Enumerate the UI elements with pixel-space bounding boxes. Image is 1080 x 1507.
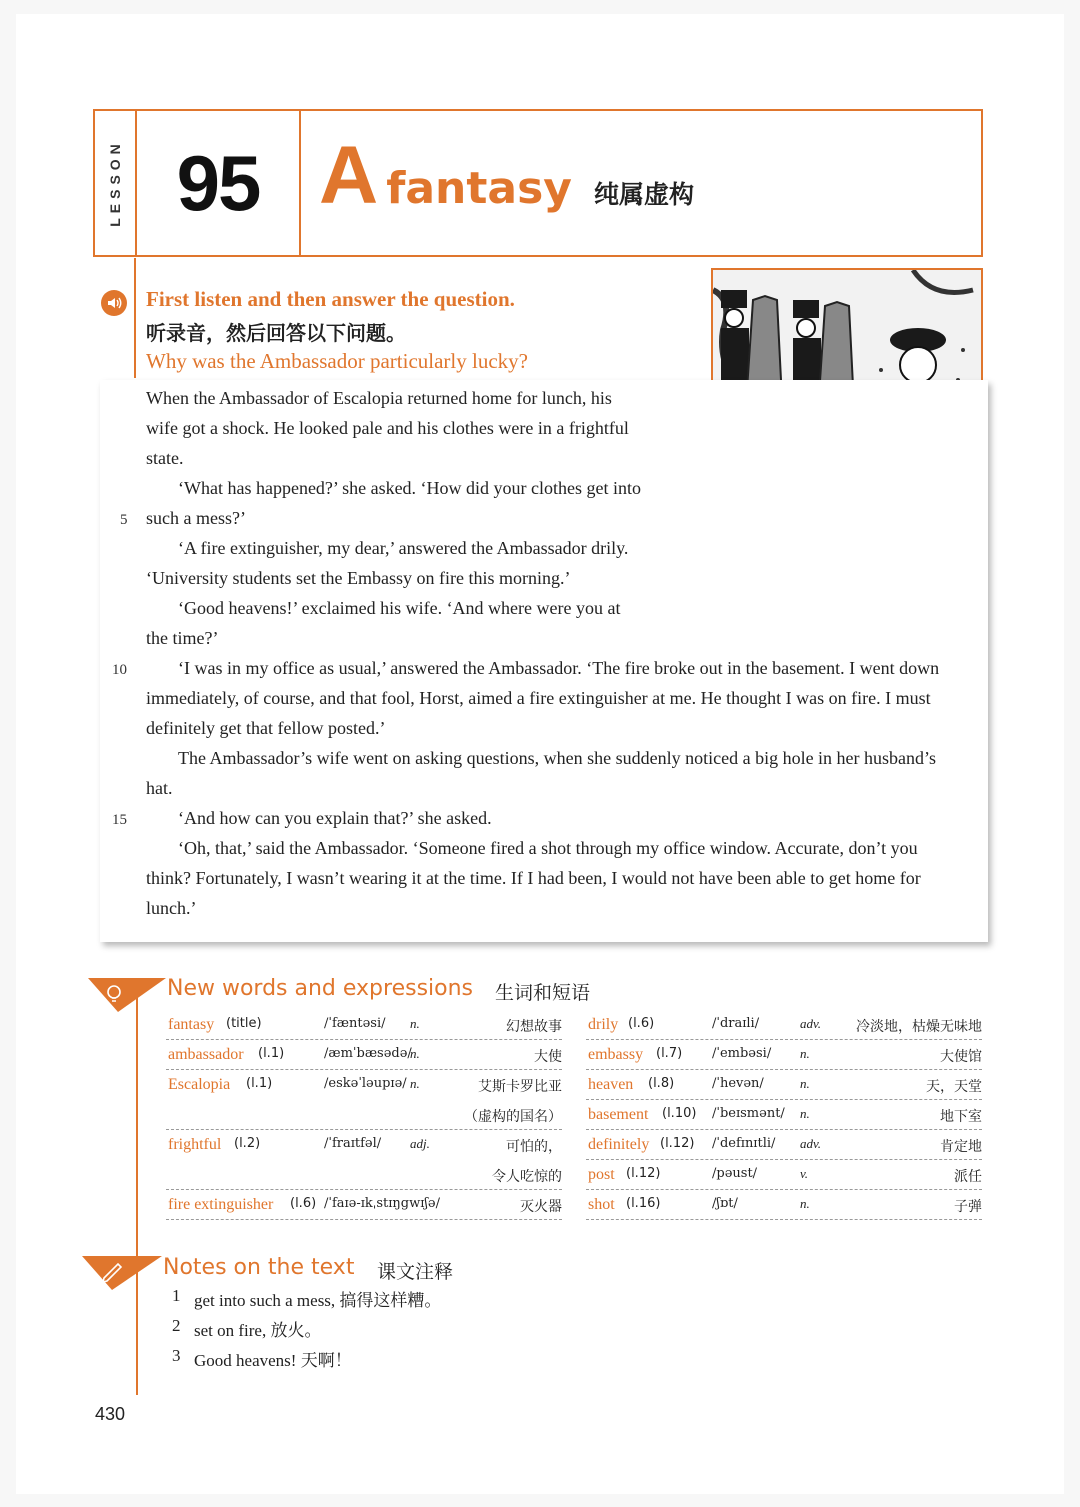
listen-instruction-cn: 听录音，然后回答以下问题。	[146, 323, 406, 345]
word-ipa: /ˈhevən/	[712, 1076, 764, 1091]
note-text: Good heavens! 天啊！	[194, 1351, 352, 1370]
word: embassy	[588, 1046, 644, 1063]
word-ipa: /ˈfraɪtfəl/	[324, 1136, 382, 1151]
word-pos: n.	[800, 1076, 810, 1091]
word: drily	[588, 1016, 619, 1033]
question: Why was the Ambassador particularly lucky?	[146, 349, 528, 373]
word-meaning: 可怕的，	[506, 1139, 562, 1155]
word-ipa: /ˈdefɪnɪtli/	[712, 1136, 776, 1151]
text-line: state.	[146, 448, 184, 468]
word-meaning: 大使	[534, 1049, 562, 1065]
word-ipa: /pəust/	[712, 1166, 758, 1181]
word-row	[166, 1160, 562, 1190]
lesson-title	[319, 130, 694, 221]
word-pos: n.	[800, 1046, 810, 1061]
word-pos: n.	[410, 1076, 420, 1091]
word-meaning: 派任	[954, 1169, 982, 1185]
word-ref: (l.6)	[628, 1016, 655, 1031]
word: post	[588, 1166, 615, 1183]
word-meaning: 令人吃惊的	[492, 1169, 562, 1185]
text-line: ‘Good heavens!’ exclaimed his wife. ‘And where were you at	[178, 598, 621, 618]
word-ref: (l.2)	[234, 1136, 261, 1151]
word-row	[586, 1100, 982, 1130]
word-meaning: 大使馆	[940, 1049, 982, 1065]
word-ref: (l.1)	[258, 1046, 285, 1061]
word-row	[586, 1040, 982, 1070]
word-pos: adj.	[410, 1136, 430, 1151]
word: frightful	[168, 1136, 222, 1153]
text-line: hat.	[146, 778, 173, 798]
text-line: ‘What has happened?’ she asked. ‘How did your clothes get into	[178, 478, 642, 498]
word-pos: n.	[410, 1046, 420, 1061]
word-meaning: 天，天堂	[926, 1079, 982, 1095]
note-number: 1	[172, 1286, 181, 1305]
notes-title-cn: 课文注释	[377, 1261, 454, 1283]
word-ipa: /ˈembəsi/	[712, 1046, 772, 1061]
word-meaning: 灭火器	[520, 1199, 562, 1215]
text-line: think? Fortunately, I wasn’t wearing it at the time. If I had been, I would not have been able to get home for	[146, 868, 921, 888]
word-meaning: 地下室	[940, 1109, 982, 1125]
word-meaning: 幻想故事	[506, 1019, 562, 1035]
line-number: 15	[112, 812, 127, 828]
text-line: wife got a shock. He looked pale and his clothes were in a frightful	[146, 418, 629, 438]
words-title: New words and expressions	[167, 976, 474, 1001]
word-ref: (l.7)	[656, 1046, 683, 1061]
text-line: such a mess?’	[146, 508, 246, 528]
lesson-number: 95	[137, 111, 301, 255]
word: fire extinguisher	[168, 1196, 274, 1213]
note-number: 3	[172, 1346, 181, 1365]
text-line: ‘And how can you explain that?’ she asked.	[178, 808, 492, 828]
word-row	[586, 1010, 982, 1040]
word: fantasy	[168, 1016, 215, 1033]
word-ipa: /ʃɒt/	[712, 1196, 738, 1211]
pen-icon	[82, 1252, 162, 1297]
speaker-icon[interactable]	[101, 290, 127, 316]
word-meaning: 冷淡地，枯燥无味地	[856, 1019, 982, 1035]
word-ipa: /ˈbeɪsmənt/	[712, 1106, 785, 1121]
word-row	[166, 1070, 562, 1100]
word: ambassador	[168, 1046, 244, 1063]
word-row	[166, 1040, 562, 1070]
word-row	[166, 1130, 562, 1160]
word-ref: (title)	[226, 1016, 262, 1031]
word-ref: (l.10)	[662, 1106, 697, 1121]
lesson-label: LESSON	[107, 139, 123, 227]
lesson-strip	[95, 111, 137, 255]
title-first-letter: A	[319, 130, 379, 221]
notes-title: Notes on the text	[163, 1255, 355, 1280]
word-ipa: /ˈdraɪli/	[712, 1016, 760, 1031]
words-title-cn: 生词和短语	[495, 982, 591, 1004]
word: shot	[588, 1196, 615, 1213]
line-number: 10	[112, 662, 127, 678]
word-pos: v.	[800, 1166, 809, 1181]
text-line: When the Ambassador of Escalopia returned home for lunch, his	[146, 388, 612, 408]
note-text: set on fire, 放火。	[194, 1321, 322, 1340]
lightbulb-icon	[88, 974, 166, 1019]
word-row	[586, 1190, 982, 1220]
word-meaning: （虚构的国名）	[464, 1109, 562, 1125]
word-row	[166, 1010, 562, 1040]
word-ipa: /ˈfæntəsi/	[324, 1016, 386, 1031]
word: heaven	[588, 1076, 634, 1093]
word-ref: (l.8)	[648, 1076, 675, 1091]
text-line: ‘Oh, that,’ said the Ambassador. ‘Someone fired a shot through my office window. Accurate, don’t you	[178, 838, 918, 858]
word-meaning: 子弹	[954, 1199, 982, 1215]
section-rule	[136, 980, 138, 1395]
text-line: lunch.’	[146, 898, 197, 918]
word-row	[586, 1070, 982, 1100]
listen-instruction: First listen and then answer the question.	[146, 287, 515, 311]
word-pos: n.	[800, 1106, 810, 1121]
text-line: definitely get that fellow posted.’	[146, 718, 386, 738]
word: basement	[588, 1106, 649, 1123]
text-line: ‘University students set the Embassy on fire this morning.’	[146, 568, 571, 588]
line-number: 5	[120, 512, 128, 528]
word-pos: adv.	[800, 1136, 822, 1151]
text-line: immediately, of course, and that fool, Horst, aimed a fire extinguisher at me. He thought I was on fire. I must	[146, 688, 931, 708]
word-pos: n.	[410, 1016, 420, 1031]
word-row	[586, 1160, 982, 1190]
page-number: 430	[95, 1404, 126, 1424]
note-number: 2	[172, 1316, 181, 1335]
word-row	[586, 1130, 982, 1160]
text-line: the time?’	[146, 628, 219, 648]
word-ref: (l.1)	[246, 1076, 273, 1091]
text-line: ‘I was in my office as usual,’ answered the Ambassador. ‘The fire broke out in the basement. I went down	[178, 658, 940, 678]
word-pos: n.	[800, 1196, 810, 1211]
word-ipa: /eskəˈləupɪə/	[324, 1076, 407, 1091]
note-text: get into such a mess, 搞得这样糟。	[194, 1291, 442, 1310]
word-meaning: 艾斯卡罗比亚	[478, 1079, 562, 1095]
word-ref: (l.12)	[626, 1166, 661, 1181]
word-meaning: 肯定地	[940, 1139, 982, 1155]
word-ipa: /æmˈbæsədə/	[324, 1046, 412, 1061]
text-line: The Ambassador’s wife went on asking questions, when she suddenly noticed a big hole in her husband’s	[178, 748, 937, 768]
word: Escalopia	[168, 1076, 231, 1093]
title-word: fantasy	[386, 163, 572, 214]
section-rule	[134, 258, 136, 378]
lesson-header	[93, 109, 983, 257]
word-ref: (l.16)	[626, 1196, 661, 1211]
word-row	[166, 1190, 562, 1220]
word-ref: (l.6)	[290, 1196, 317, 1211]
word: definitely	[588, 1136, 650, 1153]
word-pos: adv.	[800, 1016, 822, 1031]
word-ref: (l.12)	[660, 1136, 695, 1151]
word-row	[166, 1100, 562, 1130]
text-line: ‘A fire extinguisher, my dear,’ answered the Ambassador drily.	[178, 538, 629, 558]
word-ipa: /ˈfaɪə-ɪkˌstɪŋgwɪʃə/	[324, 1196, 441, 1211]
title-chinese: 纯属虚构	[593, 180, 694, 209]
